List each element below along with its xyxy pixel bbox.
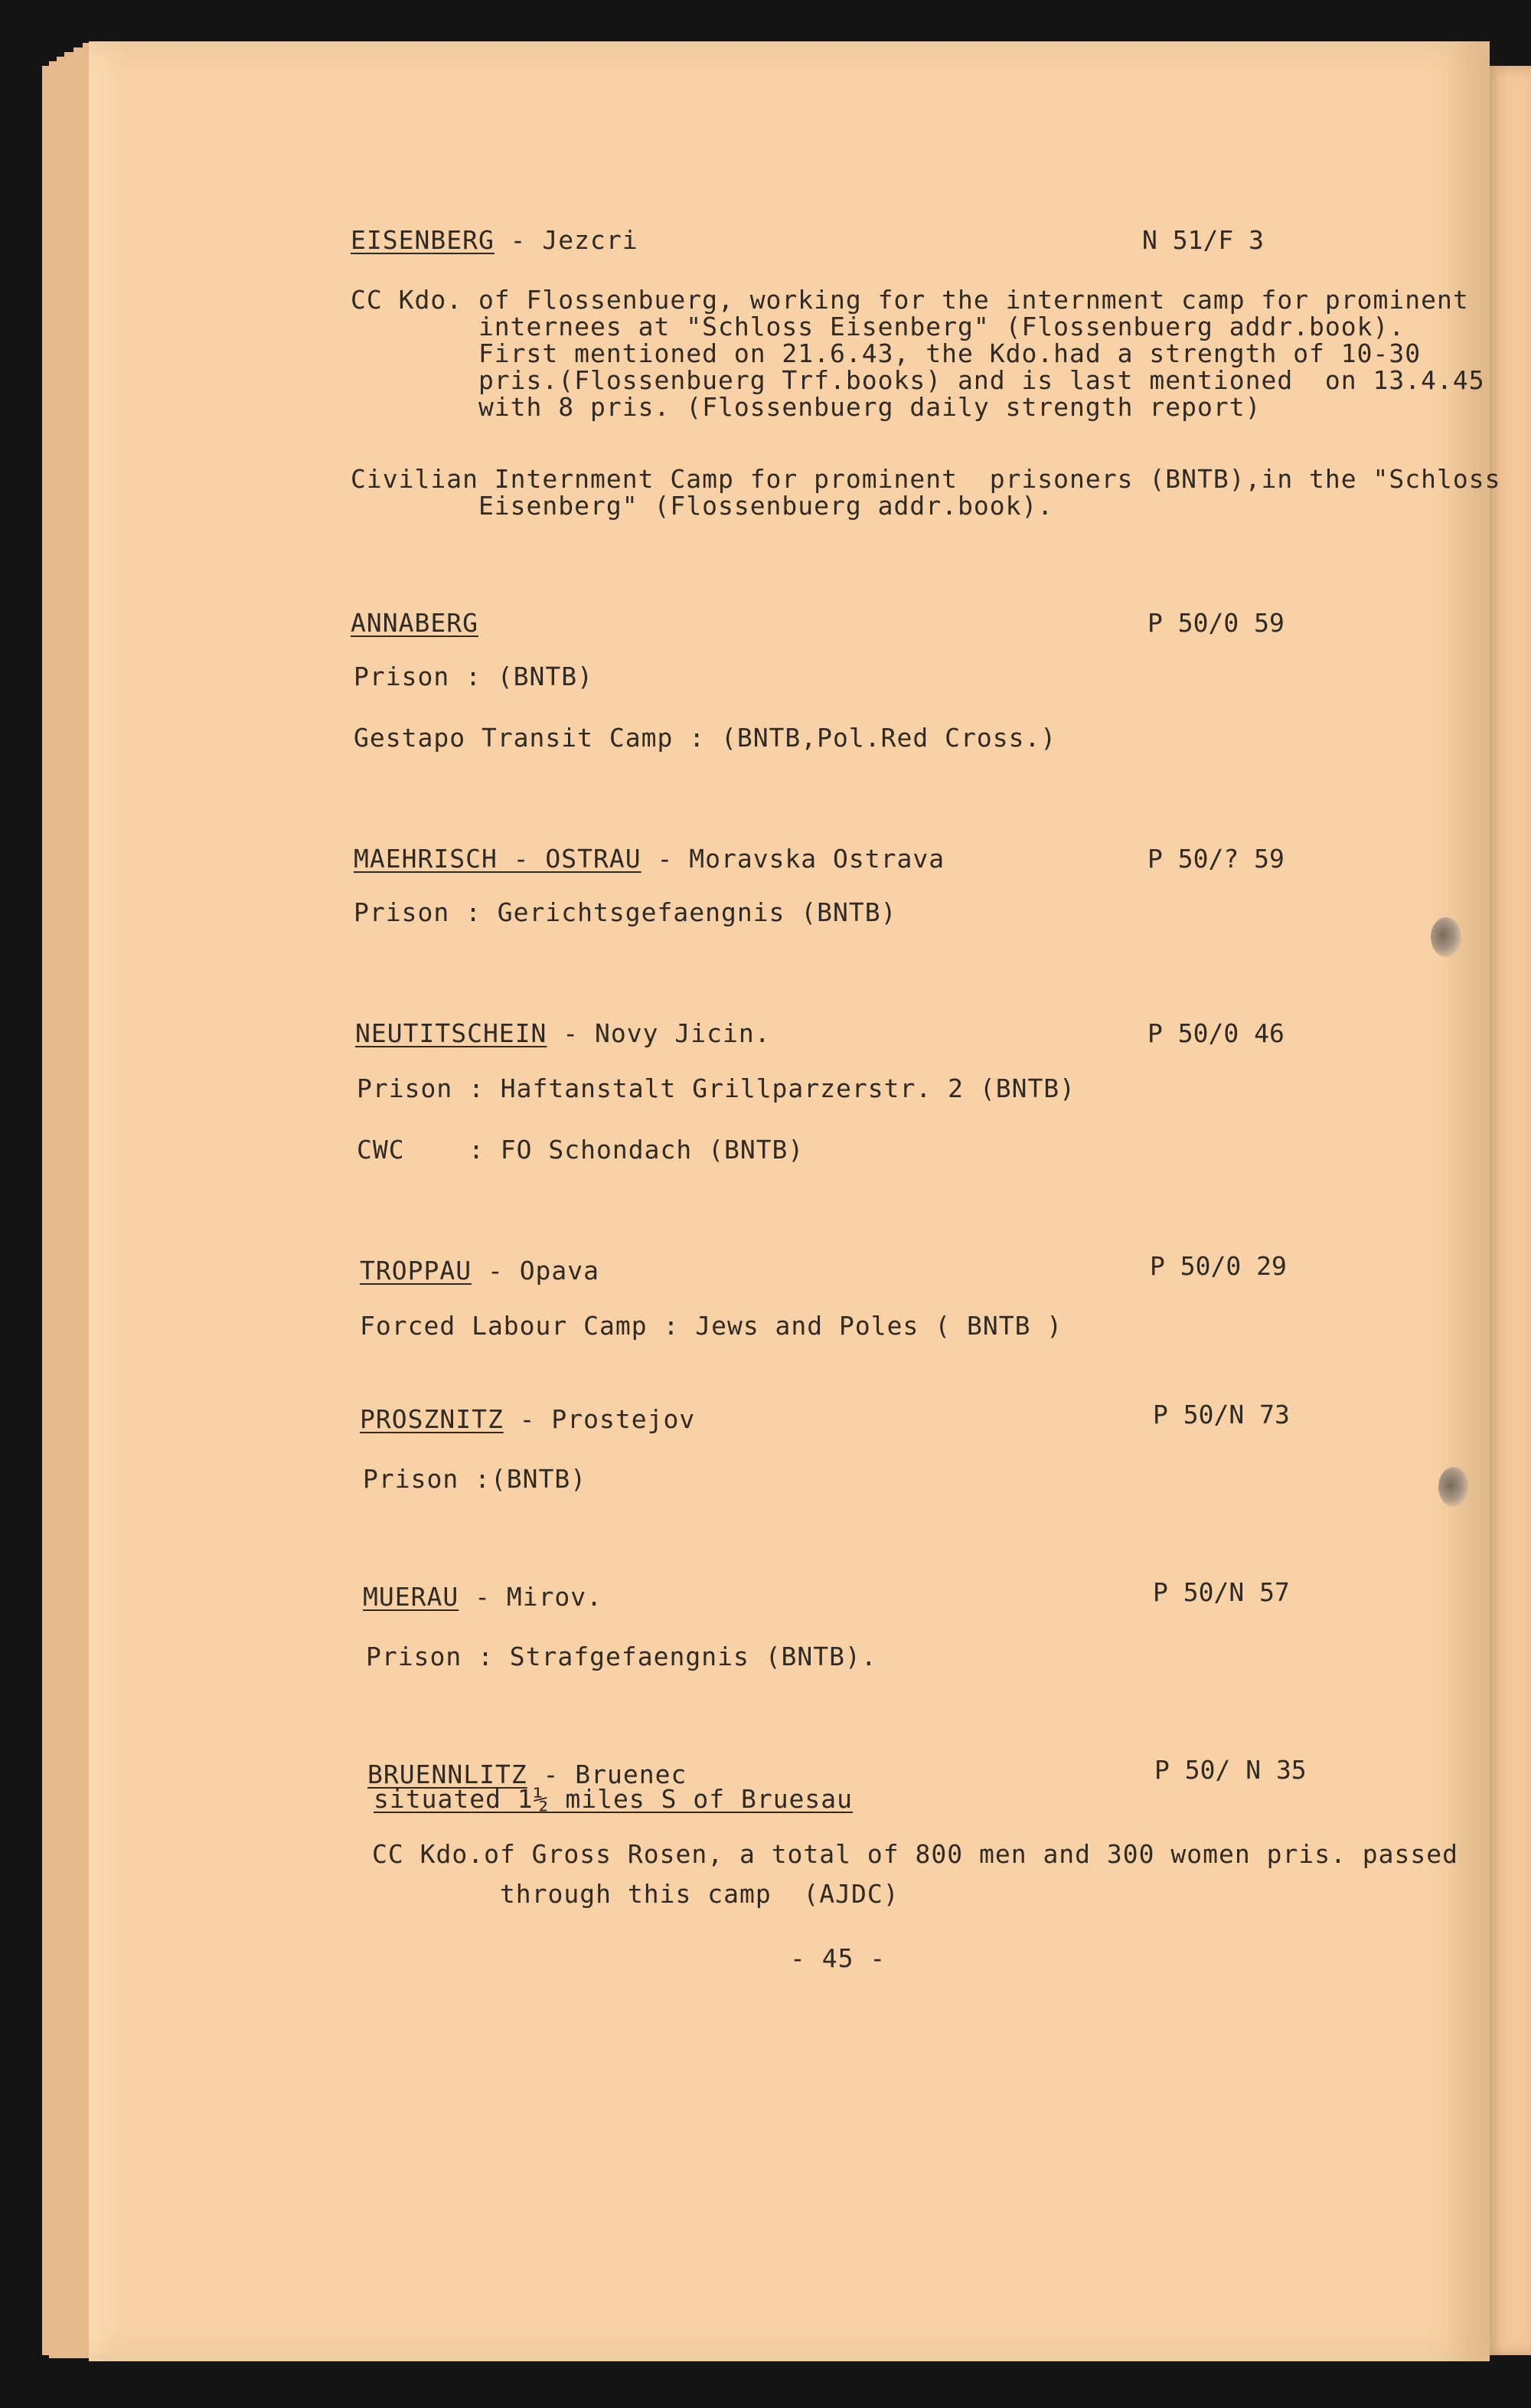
reference-code: P 50/? 59 <box>1147 844 1285 874</box>
entry-line: First mentioned on 21.6.43, the Kdo.had a strength of 10-30 <box>351 338 1422 368</box>
entry-heading <box>354 844 945 874</box>
alt-name: Opava <box>519 1256 600 1286</box>
entry-line: through this camp (AJDC) <box>372 1879 899 1909</box>
entry-subheading <box>374 1784 853 1815</box>
entry-heading <box>360 1256 599 1286</box>
place-name: EISENBERG <box>351 225 495 255</box>
place-name: MAEHRISCH - OSTRAU <box>354 844 641 874</box>
place-name: NEUTITSCHEIN <box>355 1018 547 1048</box>
heading-separator: - <box>472 1256 520 1286</box>
facing-page-edge <box>1485 66 1531 2355</box>
page-number: - 45 - <box>790 1943 886 1973</box>
reference-code: P 50/0 29 <box>1150 1251 1287 1281</box>
heading-separator: - <box>527 1759 576 1789</box>
entry-line: Forced Labour Camp : Jews and Poles ( BNTB ) <box>360 1311 1063 1341</box>
heading-separator: - <box>547 1018 596 1048</box>
heading-separator: - <box>459 1582 507 1612</box>
entry-heading <box>363 1582 602 1612</box>
entry-line: with 8 pris. (Flossenbuerg daily strength report) <box>351 392 1262 422</box>
entry-heading <box>355 1018 771 1049</box>
alt-name: Prostejov <box>551 1404 696 1434</box>
punch-hole <box>1438 1467 1469 1507</box>
punch-hole <box>1431 917 1461 957</box>
entry-line: pris.(Flossenbuerg Trf.books) and is last mentioned on 13.4.45 <box>351 365 1485 395</box>
entry-line: Eisenberg" (Flossenbuerg addr.book). <box>351 491 1054 521</box>
entry-heading <box>360 1404 695 1435</box>
reference-code: P 50/N 57 <box>1153 1577 1290 1607</box>
place-name: BRUENNLITZ <box>367 1759 527 1789</box>
alt-name: Mirov. <box>506 1582 603 1612</box>
reference-code: P 50/N 73 <box>1153 1400 1290 1429</box>
entry-line: CC Kdo. of Flossenbuerg, working for the internment camp for prominent <box>351 285 1469 315</box>
reference-code: P 50/0 59 <box>1147 608 1285 638</box>
entry-line: internees at "Schloss Eisenberg" (Flossenbuerg addr.book). <box>351 312 1405 341</box>
heading-separator: - <box>503 1404 552 1434</box>
place-name: PROSZNITZ <box>360 1404 504 1434</box>
entry-line: Prison : (BNTB) <box>354 662 594 691</box>
entry-line: Prison : Gerichtsgefaengnis (BNTB) <box>354 897 897 927</box>
entry-line: Prison : Haftanstalt Grillparzerstr. 2 (BNTB) <box>357 1073 1076 1103</box>
entry-line: CC Kdo.of Gross Rosen, a total of 800 men and 300 women pris. passed <box>372 1839 1459 1869</box>
entry-heading <box>351 608 478 639</box>
entry-line: Prison : Strafgefaengnis (BNTB). <box>366 1642 877 1671</box>
heading-separator: - <box>641 844 690 874</box>
location-note: situated 1½ miles S of Bruesau <box>374 1784 854 1814</box>
document-page <box>89 41 1501 2361</box>
alt-name: Bruenec <box>575 1759 687 1789</box>
entry-line: Civilian Internment Camp for prominent prisoners (BNTB),in the "Schloss <box>351 464 1501 494</box>
reference-code: P 50/ N 35 <box>1154 1755 1307 1785</box>
entry-line: CWC : FO Schondach (BNTB) <box>357 1135 805 1165</box>
entry-heading <box>351 225 638 256</box>
alt-name: Novy Jicin. <box>595 1018 771 1048</box>
alt-name: Jezcri <box>542 225 638 255</box>
place-name: MUERAU <box>363 1582 459 1612</box>
entry-line: Gestapo Transit Camp : (BNTB,Pol.Red Cross.) <box>354 723 1057 753</box>
heading-separator: - <box>494 225 543 255</box>
reference-code: N 51/F 3 <box>1142 225 1264 255</box>
place-name: ANNABERG <box>351 608 478 638</box>
alt-name: Moravska Ostrava <box>689 844 945 874</box>
entry-line: Prison :(BNTB) <box>363 1464 587 1494</box>
reference-code: P 50/0 46 <box>1147 1018 1285 1048</box>
place-name: TROPPAU <box>360 1256 472 1286</box>
